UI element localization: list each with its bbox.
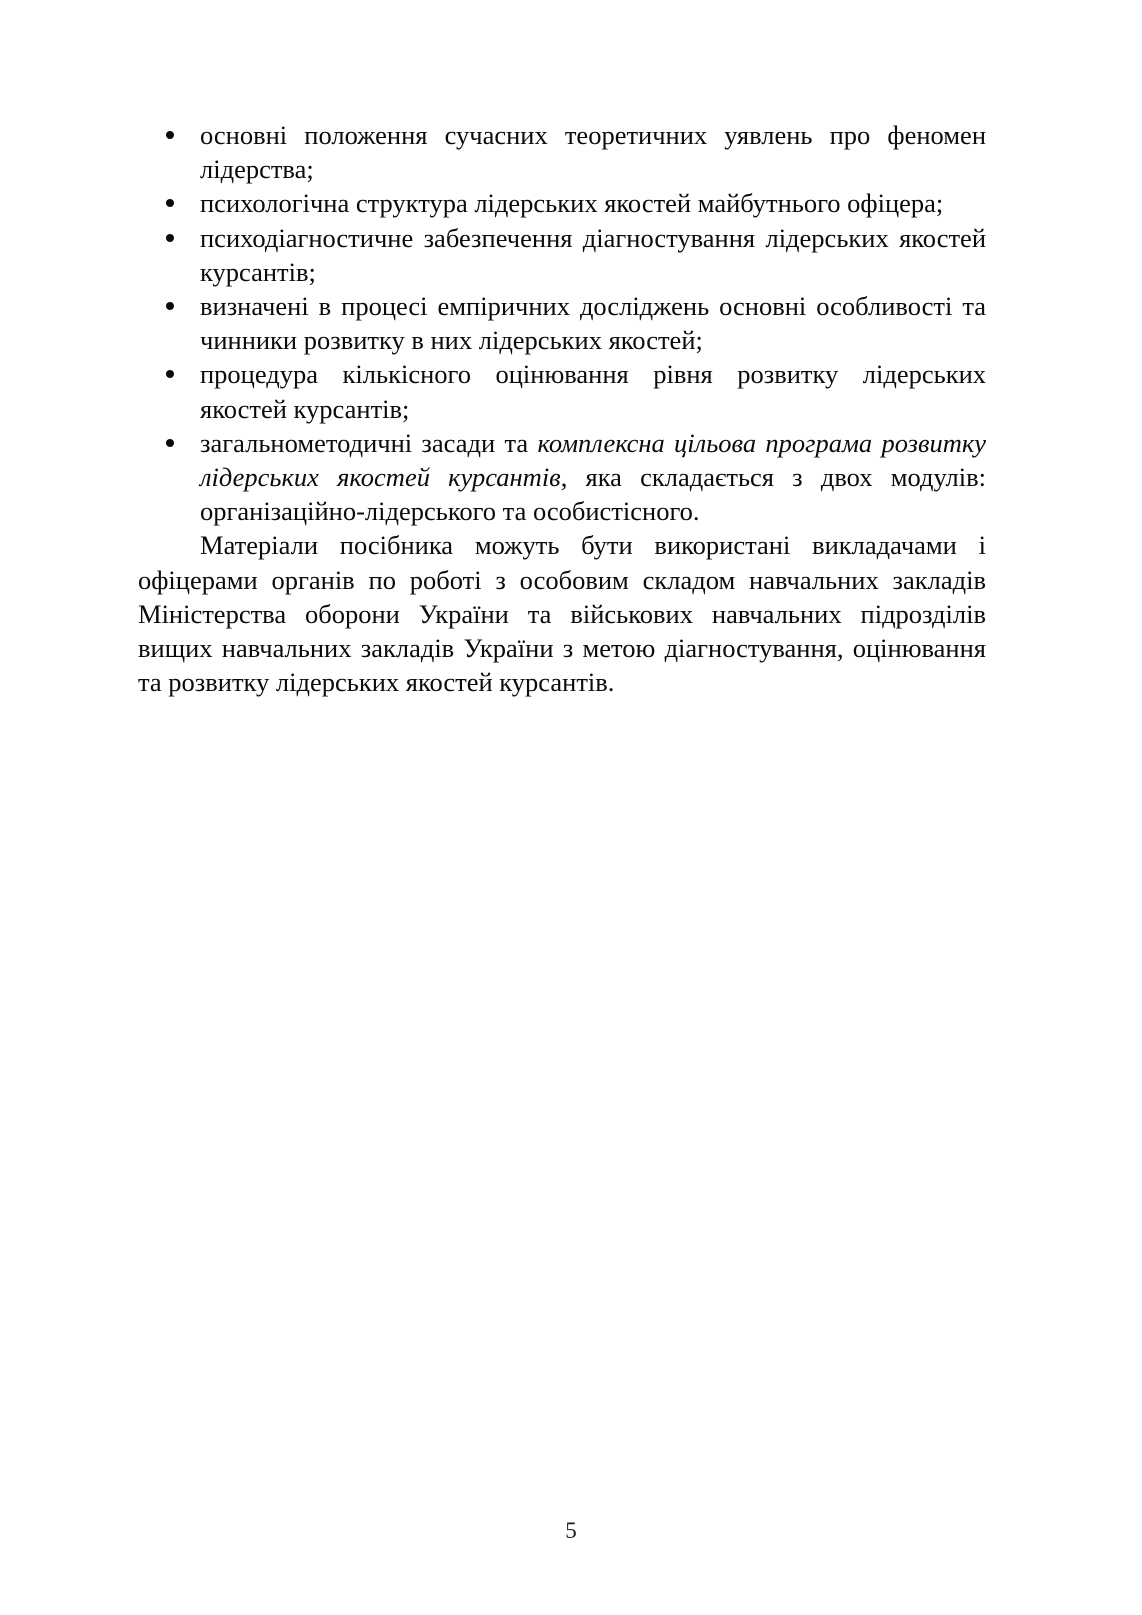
list-item: [138, 118, 986, 186]
list-item-text-plain-tail: , яка складається з двох модулів: організаційно-лідерського та особистісного.: [200, 462, 986, 527]
body-paragraph: Матеріали посібника можуть бути використані викладачами і офіцерами органів по роботі з особовим складом навчальних закладів Міністерства оборони України та військових навчальних підрозділів вищих навчальних закладів України з метою діагностування, оцінювання та розвитку лідерських якостей курсантів.: [138, 530, 986, 698]
bullet-point-icon: [166, 370, 174, 378]
list-item-text: психодіагностичне забезпечення діагностування лідерських якостей курсантів;: [200, 222, 986, 287]
bullet-point-icon: [166, 199, 174, 207]
list-item-text: [200, 426, 986, 529]
list-item-text: психологічна структура лідерських якостей майбутнього офіцера;: [200, 188, 944, 219]
bullet-point-icon: [166, 302, 174, 310]
list-item: [138, 221, 986, 289]
list-item-text: процедура кількісного оцінювання рівня розвитку лідерських якостей курсантів;: [200, 359, 986, 424]
list-item-text-plain-lead: загальнометодичні засади та: [200, 427, 538, 458]
list-item: [138, 186, 986, 220]
list-item: [138, 357, 986, 425]
list-item: [138, 289, 986, 357]
list-item-text-emphasis: комплексна цільова програма розвитку лідерських якостей курсантів: [200, 427, 986, 493]
bullet-point-icon: [166, 439, 174, 447]
bullet-point-icon: [166, 234, 174, 242]
list-item: [138, 426, 986, 529]
page-number: 5: [565, 1518, 577, 1543]
list-item-text: основні положення сучасних теоретичних уявлень про феномен лідерства;: [200, 120, 986, 185]
list-item-text: визначені в процесі емпіричних досліджень основні особливості та чинники розвитку в них лідерських якостей;: [200, 291, 986, 356]
bullet-point-icon: [166, 131, 174, 139]
bullet-list: [138, 118, 986, 528]
page-content: [138, 118, 986, 699]
